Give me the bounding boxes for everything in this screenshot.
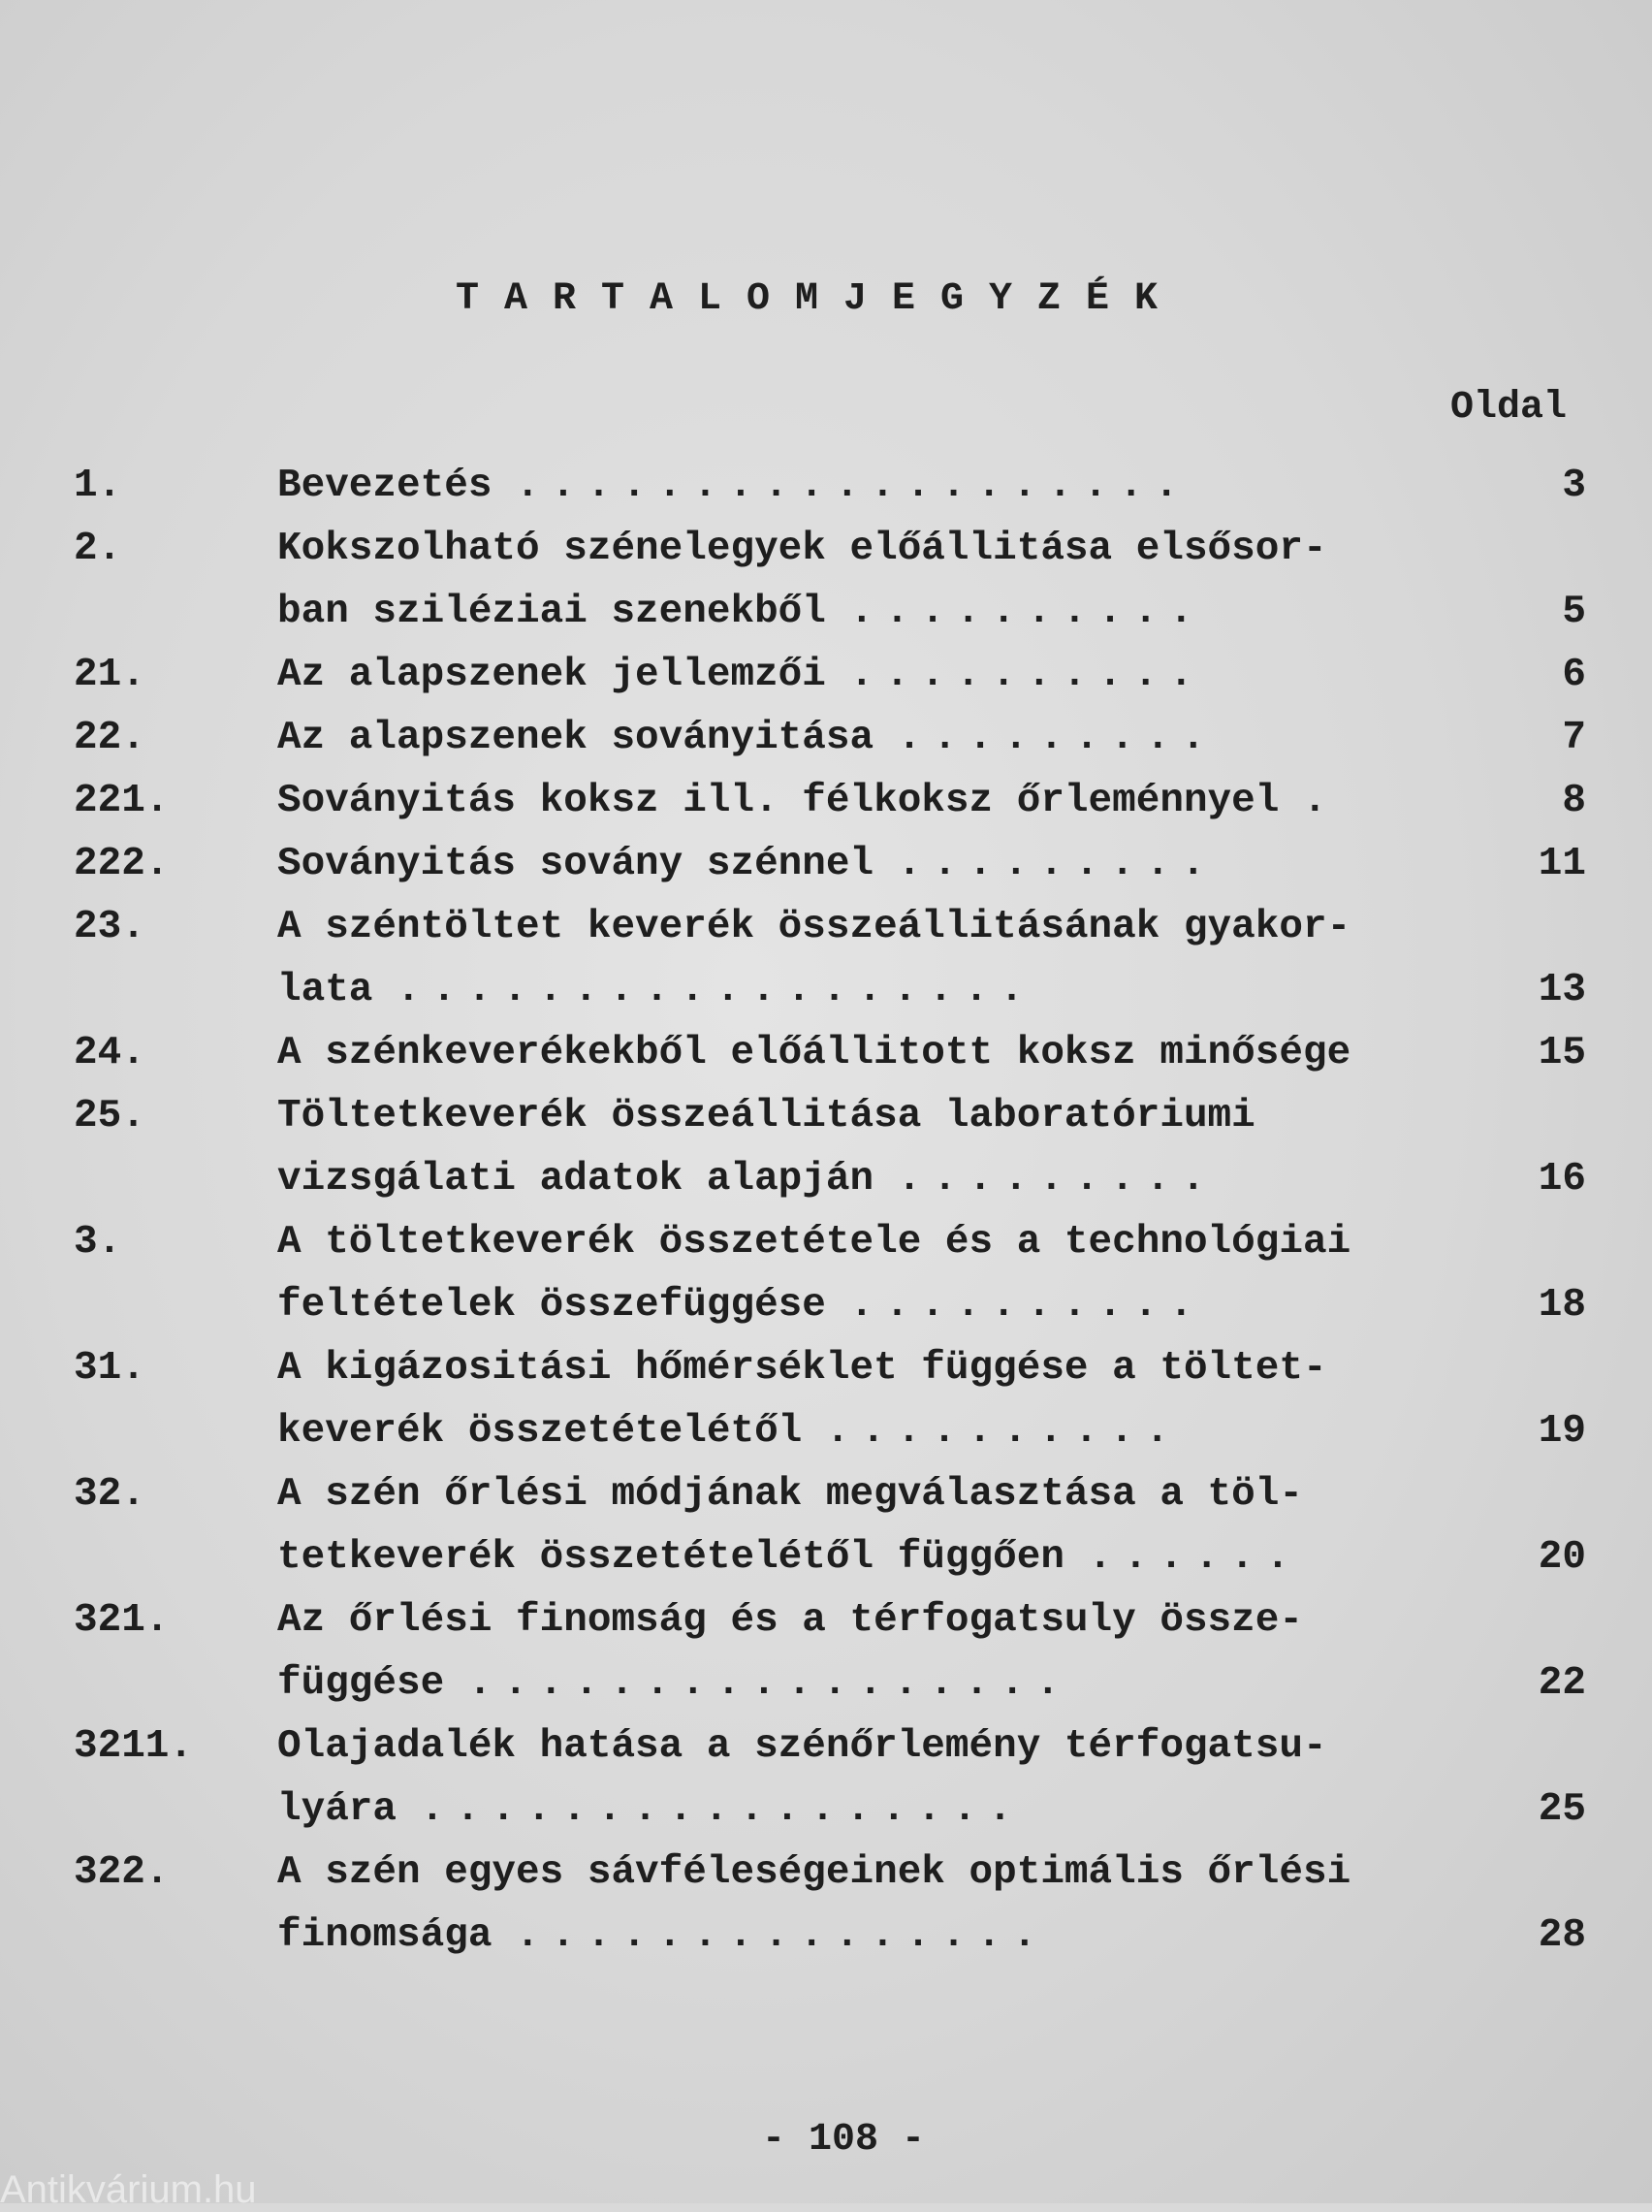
toc-line <box>74 779 1586 842</box>
toc-page-number: 5 <box>1562 590 1586 634</box>
toc-line <box>74 1031 1586 1094</box>
toc-entry-text <box>277 716 1217 760</box>
toc-entry-number: 1. <box>74 464 122 508</box>
toc-line <box>74 968 1586 1031</box>
toc-leader-dots: .......... <box>849 653 1205 697</box>
toc-entry-text <box>277 653 1205 697</box>
toc-entry-text <box>277 1031 1350 1075</box>
toc-page-number: 7 <box>1562 716 1586 760</box>
toc-page-number: 15 <box>1538 1031 1586 1075</box>
toc-entry-title: A szénkeverékekből előállitott koksz minősége <box>277 1031 1351 1075</box>
toc-entry-text <box>277 1913 1048 1958</box>
toc-line <box>74 1094 1586 1157</box>
toc-entry-text <box>277 464 1191 508</box>
toc-entry-text <box>277 1409 1181 1454</box>
toc-entry-text <box>277 1661 1071 1706</box>
toc-entry-title: lata <box>277 968 373 1012</box>
toc-line <box>74 527 1586 590</box>
toc-entry-title: A kigázositási hőmérséklet függése a töltet- <box>277 1346 1327 1391</box>
toc-entry-title: Az alapszenek jellemzői <box>277 653 826 697</box>
toc-leader-dots: .......... <box>849 590 1205 634</box>
toc-leader-dots: ......... <box>897 1157 1218 1202</box>
toc-leader-dots: .......... <box>825 1409 1181 1454</box>
toc-line <box>74 1346 1586 1409</box>
toc-leader-dots: ............... <box>516 1913 1049 1958</box>
toc-entry-text <box>277 1094 1255 1138</box>
toc-line <box>74 1157 1586 1220</box>
toc-entry-text <box>277 590 1205 634</box>
toc-entry-title: Az őrlési finomság és a térfogatsuly össze- <box>277 1598 1303 1643</box>
watermark: Antikvárium.hu <box>0 2168 257 2211</box>
toc-line <box>74 1283 1586 1346</box>
toc-page-number: 19 <box>1538 1409 1586 1454</box>
toc-entry-number: 22. <box>74 716 145 760</box>
toc-leader-dots: ...... <box>1088 1535 1302 1580</box>
toc-line <box>74 590 1586 653</box>
toc-entry-number: 25. <box>74 1094 145 1138</box>
toc-entry-text <box>277 1598 1303 1643</box>
toc-page-number: 18 <box>1538 1283 1586 1328</box>
toc-entry-title: Bevezetés <box>277 464 492 508</box>
toc-page-number: 6 <box>1562 653 1586 697</box>
toc-line <box>74 1913 1586 1976</box>
toc-line <box>74 1409 1586 1472</box>
toc-entry-title: ban sziléziai szenekből <box>277 590 826 634</box>
toc-line <box>74 842 1586 905</box>
toc-leader-dots: ......... <box>897 716 1218 760</box>
toc-page-number: 20 <box>1538 1535 1586 1580</box>
toc-line <box>74 1787 1586 1850</box>
toc-entry-number: 2. <box>74 527 122 571</box>
toc-page-number: 8 <box>1562 779 1586 823</box>
toc-page-number: 16 <box>1538 1157 1586 1202</box>
toc-entry-number: 321. <box>74 1598 170 1643</box>
toc-entry-title: keverék összetételétől <box>277 1409 803 1454</box>
toc-entry-title: Soványitás koksz ill. félkoksz őrleménnyel <box>277 779 1280 823</box>
toc-entry-text <box>277 1850 1350 1895</box>
toc-line <box>74 716 1586 779</box>
toc-entry-title: Soványitás sovány szénnel <box>277 842 874 886</box>
toc-entry-text <box>277 968 1035 1012</box>
toc-entry-number: 24. <box>74 1031 145 1075</box>
page-title: TARTALOMJEGYZÉK <box>456 277 1184 321</box>
toc-entry-title: Töltetkeverék összeállitása laboratóriumi <box>277 1094 1255 1138</box>
table-of-contents <box>74 464 1586 1976</box>
page-column-header: Oldal <box>1450 386 1568 430</box>
toc-line <box>74 1724 1586 1787</box>
toc-entry-text <box>277 779 1339 823</box>
toc-line <box>74 1535 1586 1598</box>
toc-line <box>74 1472 1586 1535</box>
toc-leader-dots: ................. <box>467 1661 1072 1706</box>
toc-entry-title: vizsgálati adatok alapján <box>277 1157 874 1202</box>
toc-entry-text <box>277 905 1350 949</box>
toc-entry-text <box>277 1472 1303 1517</box>
toc-leader-dots: ......... <box>897 842 1218 886</box>
toc-entry-text <box>277 1220 1350 1265</box>
toc-entry-title: A szén egyes sávféleségeinek optimális őrlési <box>277 1850 1351 1895</box>
toc-line <box>74 1598 1586 1661</box>
toc-entry-text <box>277 527 1327 571</box>
toc-leader-dots: ................... <box>516 464 1191 508</box>
toc-entry-title: Kokszolható szénelegyek előállitása elsősor- <box>277 527 1327 571</box>
toc-entry-number: 23. <box>74 905 145 949</box>
toc-page-number: 13 <box>1538 968 1586 1012</box>
toc-leader-dots: . <box>1302 779 1339 823</box>
toc-entry-number: 322. <box>74 1850 170 1895</box>
toc-leader-dots: .......... <box>849 1283 1205 1328</box>
toc-page-number: 22 <box>1538 1661 1586 1706</box>
toc-entry-number: 3211. <box>74 1724 194 1769</box>
toc-entry-text <box>277 1535 1301 1580</box>
toc-page-number: 3 <box>1562 464 1586 508</box>
toc-line <box>74 464 1586 527</box>
toc-line <box>74 1220 1586 1283</box>
toc-entry-title: finomsága <box>277 1913 492 1958</box>
toc-leader-dots: ................. <box>420 1787 1024 1832</box>
page-number: - 108 - <box>762 2118 926 2162</box>
toc-entry-title: Az alapszenek soványitása <box>277 716 874 760</box>
toc-entry-text <box>277 842 1217 886</box>
toc-entry-title: A szén őrlési módjának megválasztása a töl- <box>277 1472 1303 1517</box>
toc-leader-dots: .................. <box>397 968 1035 1012</box>
toc-entry-number: 21. <box>74 653 145 697</box>
toc-entry-title: tetkeverék összetételétől függően <box>277 1535 1064 1580</box>
toc-line <box>74 653 1586 716</box>
toc-entry-title: A töltetkeverék összetétele és a technológiai <box>277 1220 1351 1265</box>
toc-page-number: 25 <box>1538 1787 1586 1832</box>
toc-line <box>74 1850 1586 1913</box>
toc-entry-title: A széntöltet keverék összeállitásának gyakor- <box>277 905 1351 949</box>
toc-entry-number: 31. <box>74 1346 145 1391</box>
toc-entry-number: 221. <box>74 779 170 823</box>
toc-entry-text <box>277 1787 1024 1832</box>
toc-entry-text <box>277 1283 1205 1328</box>
toc-entry-title: Olajadalék hatása a szénőrlemény térfogatsu- <box>277 1724 1327 1769</box>
toc-line <box>74 905 1586 968</box>
toc-entry-title: függése <box>277 1661 445 1706</box>
toc-page-number: 28 <box>1538 1913 1586 1958</box>
toc-entry-text <box>277 1157 1217 1202</box>
toc-entry-number: 32. <box>74 1472 145 1517</box>
toc-entry-title: feltételek összefüggése <box>277 1283 826 1328</box>
toc-entry-number: 3. <box>74 1220 122 1265</box>
toc-entry-text <box>277 1346 1327 1391</box>
toc-entry-text <box>277 1724 1327 1769</box>
toc-entry-title: lyára <box>277 1787 397 1832</box>
toc-entry-number: 222. <box>74 842 170 886</box>
toc-line <box>74 1661 1586 1724</box>
toc-page-number: 11 <box>1538 842 1586 886</box>
